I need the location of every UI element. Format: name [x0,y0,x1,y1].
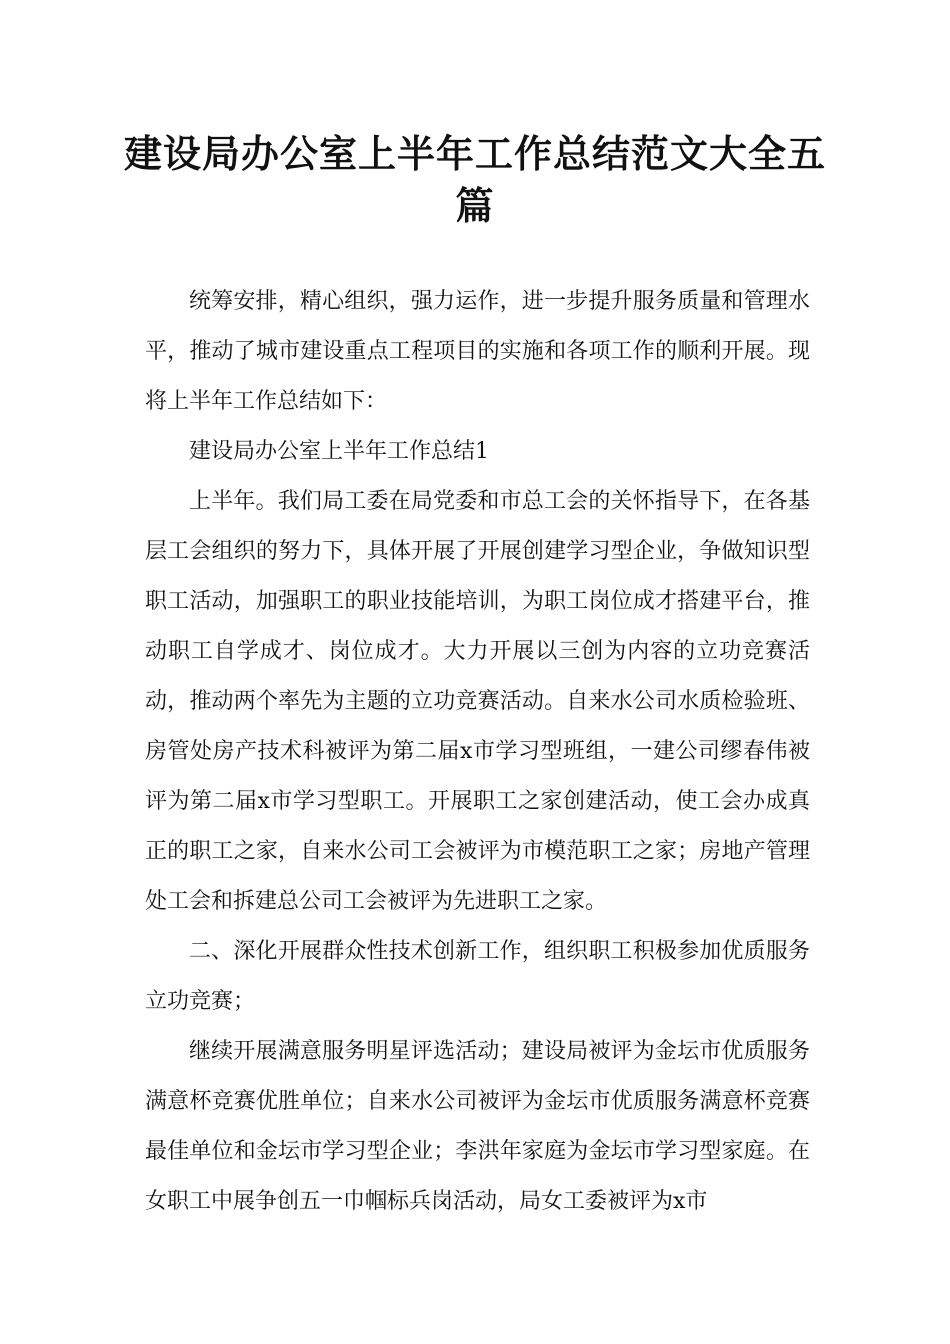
section-heading: 建设局办公室上半年工作总结1 [189,439,489,464]
document-title: 建设局办公室上半年工作总结范文大全五篇 [123,131,826,228]
body-paragraph: 上半年。我们局工委在局党委和市总工会的关怀指导下，在各基层工会组织的努力下，具体开展了开展创建学习型企业，争做知识型职工活动，加强职工的职业技能培训，为职工岗位成才搭建平台，推动职工自学成才、岗位成才。大力开展以三创为内容的立功竞赛活动，推动两个率先为主题的立功竞赛活动。自来水公司水质检验班、房管处房产技术科被评为第二届x市学习型班组，一建公司缪春伟被评为第二届x市学习型职工。开展职工之家创建活动，使工会办成真正的职工之家，自来水公司工会被评为市模范职工之家；房地产管理处工会和拆建总公司工会被评为先进职工之家。 [145,489,810,914]
body-paragraph: 继续开展满意服务明星评选活动；建设局被评为金坛市优质服务满意杯竞赛优胜单位；自来水公司被评为金坛市优质服务满意杯竞赛最佳单位和金坛市学习型企业；李洪年家庭为金坛市学习型家庭。在女职工中展争创五一巾帼标兵岗活动，局女工委被评为x市 [145,1039,810,1214]
intro-paragraph: 统筹安排，精心组织，强力运作，进一步提升服务质量和管理水平，推动了城市建设重点工程项目的实施和各项工作的顺利开展。现将上半年工作总结如下： [145,289,810,414]
body-paragraph: 二、深化开展群众性技术创新工作，组织职工积极参加优质服务立功竞赛； [145,939,810,1014]
document-body [145,277,810,1227]
